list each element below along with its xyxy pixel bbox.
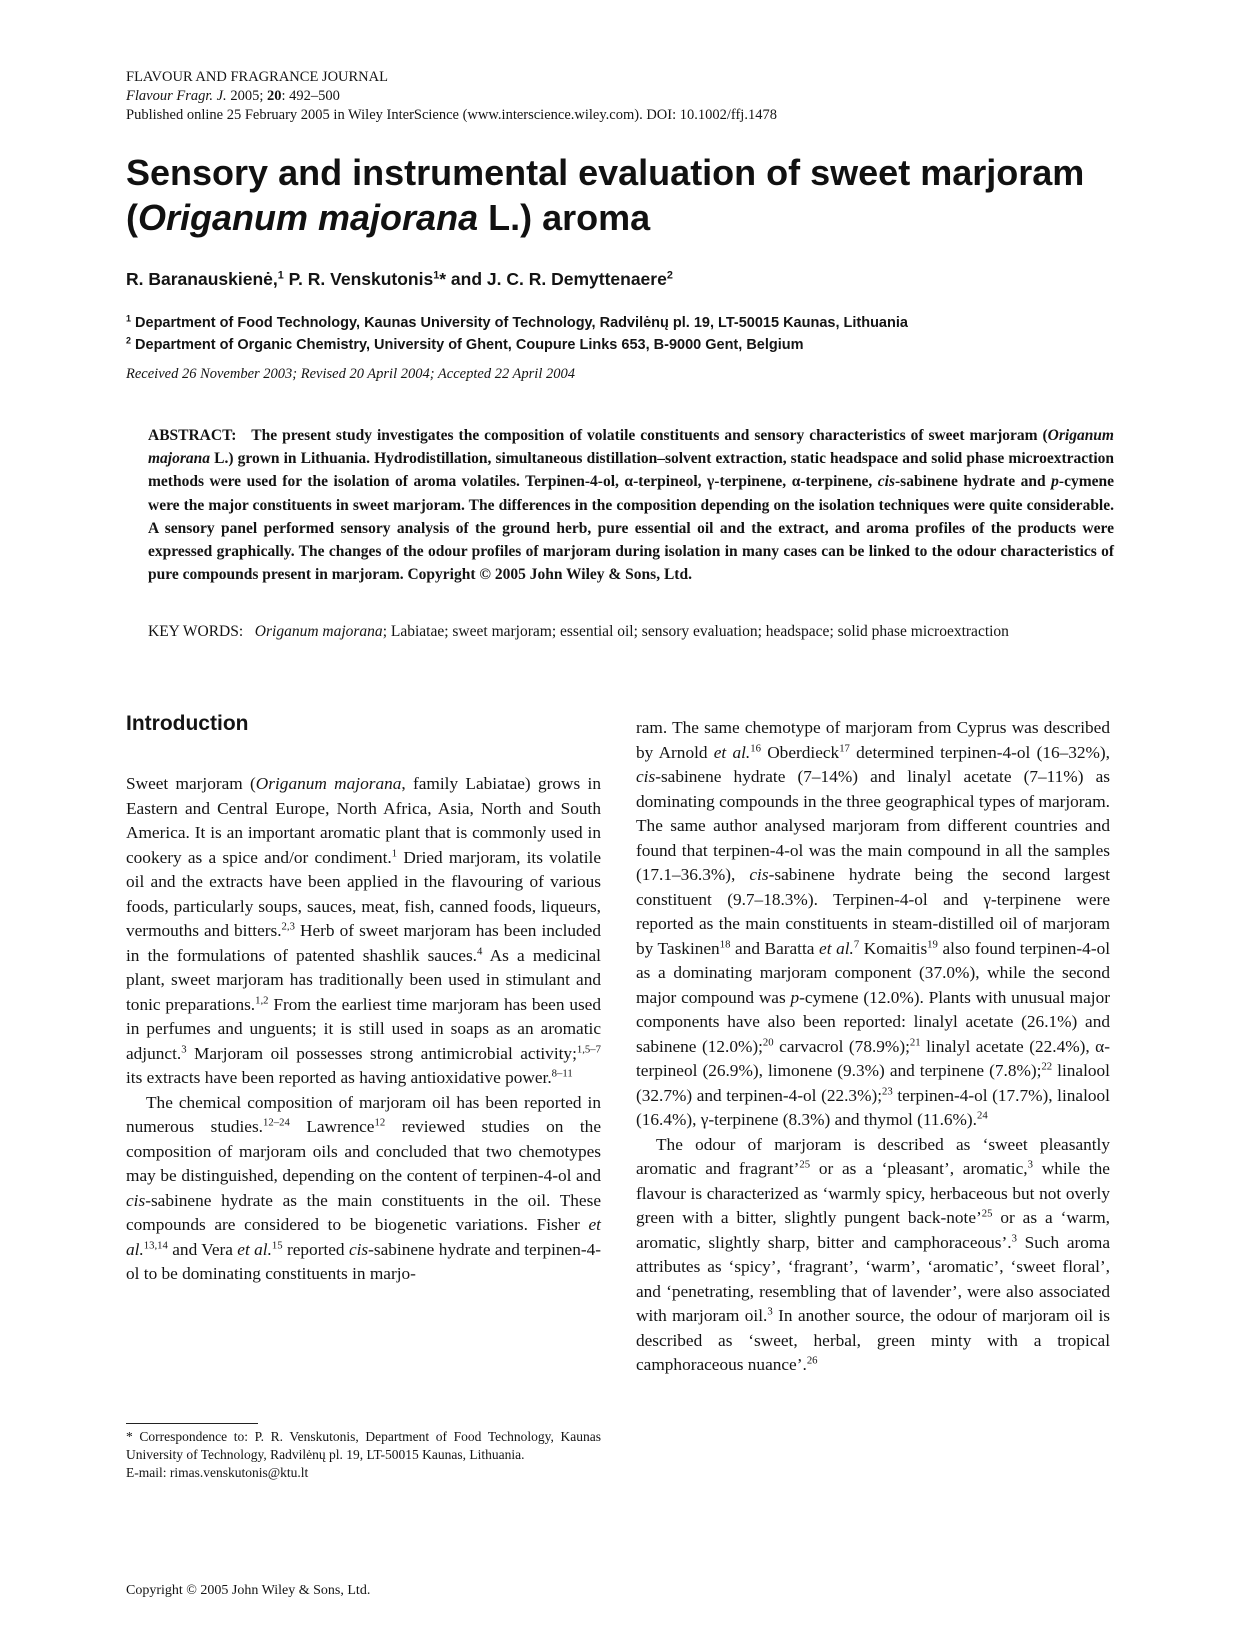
paragraph: The chemical composition of marjoram oil has been reported in numerous studies.$^{12-24}$ Lawrence$^{12}$ reviewed studies on the composition of marjoram oils and concluded that two chemotypes may be distinguished, depending on the content of terpinen-4-ol and cis-sabinene hydrate as the main constituents in the oil. These compounds are considered to be biogenetic variations. Fisher et al.$^{13,14}$ and Vera et al.$^{15}$ reported cis-sabinene hydrate and terpinen-4-ol to be dominating constituents in marjo- — [126, 1092, 601, 1283]
section-heading-introduction: Introduction — [126, 712, 249, 735]
affiliation-2: $^2$ Department of Organic Chemistry, University of Ghent, Coupure Links 653, B-9000 Gent, Belgium — [126, 335, 804, 353]
journal-citation: Flavour Fragr. J. 2005; 20: 492–500 — [126, 88, 340, 104]
article-title: Sensory and instrumental evaluation of sweet marjoram (Origanum majorana L.) aroma — [126, 152, 1085, 238]
published-line: Published online 25 February 2005 in Wiley InterScience (www.interscience.wiley.com). DOI: 10.1002/ffj.1478 — [126, 107, 777, 123]
affiliations — [126, 312, 908, 356]
affiliation-1: $^1$ Department of Food Technology, Kaunas University of Technology, Radvilėnų pl. 19, LT-50015 Kaunas, Lithuania — [126, 313, 908, 331]
page-copyright: Copyright © 2005 John Wiley & Sons, Ltd. — [126, 1583, 371, 1598]
footnote-rule — [126, 1423, 258, 1424]
abstract: ABSTRACT: The present study investigates the composition of volatile constituents and sensory characteristics of sweet marjoram (Origanum majorana L.) grown in Lithuania. Hydrodistillation, simultaneous distillation–solvent extraction, static headspace and solid phase microextraction methods were used for the isolation of aroma volatiles. Terpinen-4-ol, α-terpineol, γ-terpinene, α-terpinene, cis-sabinene hydrate and p-cymene were the major constituents in sweet marjoram. The differences in the composition depending on the isolation techniques were quite considerable. A sensory panel performed sensory analysis of the ground herb, pure essential oil and the extract, and aroma profiles of the products were expressed graphically. The changes of the odour profiles of marjoram during isolation in many cases can be linked to the odour characteristics of pure compounds present in marjoram. Copyright © 2005 John Wiley & Sons, Ltd. — [148, 427, 1114, 584]
journal-name: FLAVOUR AND FRAGRANCE JOURNAL — [126, 69, 388, 85]
right-column — [636, 716, 1110, 1378]
author-list: R. Baranauskienė,$^1$ P. R. Venskutonis$^1$* and J. C. R. Demyttenaere$^2$ — [126, 269, 673, 289]
paragraph: ram. The same chemotype of marjoram from Cyprus was described by Arnold et al.$^{16}$ Oberdieck$^{17}$ determined terpinen-4-ol (16–32%), cis-sabinene hydrate (7–14%) and linalyl acetate (7–11%) as dominating compounds in the three geographical types of marjoram. The same author analysed marjoram from different countries and found that terpinen-4-ol was the main compound in all the samples (17.1–36.3%), cis-sabinene hydrate being the second largest constituent (9.7–18.3%). Terpinen-4-ol and γ-terpinene were reported as the main constituents in steam-distilled oil of marjoram by Taskinen$^{18}$ and Baratta et al.$^7$ Komaitis$^{19}$ also found terpinen-4-ol as a dominating marjoram component (37.0%), while the second major compound was p-cymene (12.0%). Plants with unusual major components have also been reported: linalyl acetate (26.1%) and sabinene (12.0%);$^{20}$ carvacrol (78.9%);$^{21}$ linalyl acetate (22.4%), α-terpineol (26.9%), limonene (9.3%) and terpinene (7.8%);$^{22}$ linalool (32.7%) and terpinen-4-ol (22.3%);$^{23}$ terpinen-4-ol (17.7%), linalool (16.4%), γ-terpinene (8.3%) and thymol (11.6%).$^{24}$ — [636, 718, 1111, 1129]
journal-header — [126, 68, 777, 125]
keywords: KEY WORDS: Origanum majorana; Labiatae; sweet marjoram; essential oil; sensory evaluation; headspace; solid phase microextraction — [148, 623, 1009, 640]
email: E-mail: rimas.venskutonis@ktu.lt — [126, 1465, 309, 1480]
correspondence-footnote: * Correspondence to: P. R. Venskutonis, Department of Food Technology, Kaunas University of Technology, Radvilėnų pl. 19, LT-50015 Kaunas, Lithuania. E-mail: rimas.venskutonis@ktu.lt — [126, 1429, 601, 1480]
received-dates: Received 26 November 2003; Revised 20 April 2004; Accepted 22 April 2004 — [126, 366, 575, 382]
paragraph: The odour of marjoram is described as ‘sweet pleasantly aromatic and fragrant’$^{25}$ or as a ‘pleasant’, aromatic,$^3$ while the flavour is characterized as ‘warmly spicy, herbaceous but not overly green with a bitter, slightly pungent back-note’$^{25}$ or as a ‘warm, aromatic, slightly sharp, bitter and camphoraceous’.$^3$ Such aroma attributes as ‘spicy’, ‘fragrant’, ‘warm’, ‘aromatic’, ‘sweet floral’, and ‘penetrating, resembling that of lavender’, were also associated with marjoram oil.$^3$ In another source, the odour of marjoram oil is described as ‘sweet, herbal, green minty with a tropical camphoraceous nuance’.$^{26}$ — [636, 1134, 1110, 1374]
paragraph: Sweet marjoram (Origanum majorana, family Labiatae) grows in Eastern and Central Europe, North Africa, Asia, North and South America. It is an important aromatic plant that is commonly used in cookery as a spice and/or condiment.$^1$ Dried marjoram, its volatile oil and the extracts have been applied in the flavouring of various foods, particularly soups, sauces, meat, fish, canned foods, liqueurs, vermouths and bitters.$^{2,3}$ Herb of sweet marjoram has been included in the formulations of patented shashlik sauces.$^4$ As a medicinal plant, sweet marjoram has traditionally been used in stimulant and tonic preparations.$^{1,2}$ From the earliest time marjoram has been used in perfumes and unguents; it is still used in soaps as an aromatic adjunct.$^3$ Marjoram oil possesses strong antimicrobial activity;$^{1,5-7}$ its extracts have been reported as having antioxidative power.$^{8-11}$ — [126, 774, 602, 1087]
left-column — [126, 772, 601, 1287]
